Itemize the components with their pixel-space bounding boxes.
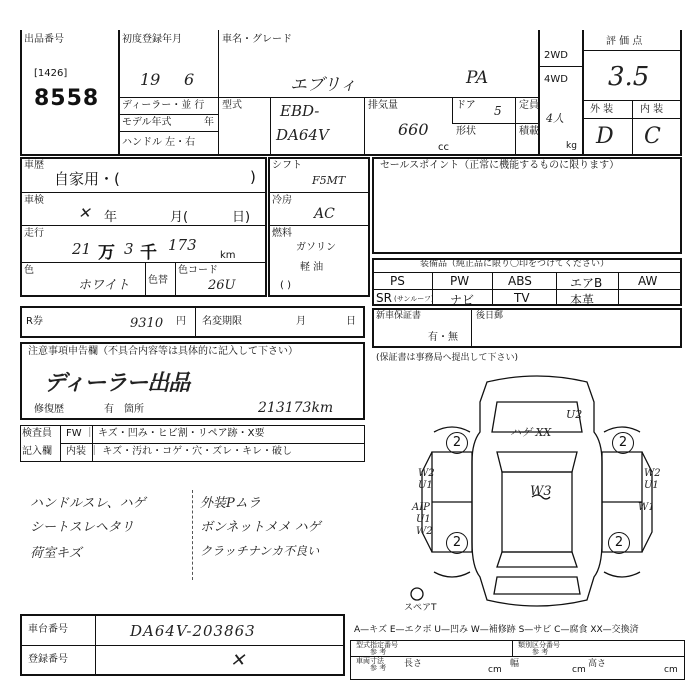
- dealer-label: ディーラー・並 行: [122, 100, 205, 111]
- fuel-light-oil: 軽 油: [300, 262, 324, 273]
- mileage-label: 走行: [24, 228, 44, 239]
- entry-label: 記入欄: [22, 446, 52, 457]
- note-right-2: ボンネットメメ ハゲ: [200, 520, 321, 535]
- repair-unit: 箇所: [124, 404, 144, 415]
- lot-label: 出品番号: [24, 34, 64, 45]
- inspection-month: 月(: [170, 210, 189, 225]
- grade-score: 3.5: [608, 62, 650, 92]
- door-label: ドア: [456, 100, 476, 111]
- recycle-label: R券: [26, 316, 43, 327]
- warranty-has: 有・無: [428, 332, 458, 343]
- equip-tv: TV: [514, 291, 530, 305]
- history-value: 自家用・(: [54, 170, 120, 188]
- fuel-label: 燃料: [272, 228, 292, 239]
- reg-deadline-day: 日: [346, 316, 356, 327]
- notes-handwritten: ディーラー出品: [44, 370, 190, 396]
- ac-value: AC: [314, 206, 335, 222]
- lot-number: 8558: [34, 86, 100, 111]
- size-height: 高さ: [588, 659, 607, 669]
- capacity-label: 定員: [519, 100, 539, 111]
- diagram-left-2: AIP: [412, 502, 430, 513]
- equip-sr: SR: [376, 291, 392, 305]
- load-unit: kg: [566, 141, 577, 151]
- diagram-right-1b: U1: [644, 480, 659, 491]
- interior-value: C: [644, 124, 661, 149]
- diagram-marks-top: ハゲ XX: [510, 426, 552, 439]
- shape-label: 形状: [456, 126, 476, 137]
- inspector-row2: 内装 ｜ キズ・汚れ・コゲ・穴・ズレ・キレ・破し: [66, 446, 293, 457]
- drive-2wd: 2WD: [544, 50, 568, 61]
- color-code-value: 26U: [208, 278, 236, 293]
- damage-legend: A—キズ E—エクボ U—凹み W—補修跡 S—サビ C—腐食 XX—交換済: [354, 625, 639, 635]
- inspection-year: 年: [104, 210, 118, 225]
- repair-value: 有: [104, 404, 114, 415]
- size-label-b: 参 考: [370, 664, 387, 672]
- door-value: 5: [494, 104, 502, 118]
- reg-deadline-label: 名変期限: [202, 316, 242, 327]
- spare-label: スペアT: [404, 603, 437, 613]
- model-year-unit: 年: [204, 117, 214, 128]
- damage-circle-rear-right: 2: [608, 532, 630, 554]
- diagram-left-2b: U1: [416, 514, 431, 525]
- size-label: 車両寸法: [356, 657, 384, 665]
- note-right-3: クラッチナンカ不良い: [200, 544, 320, 558]
- type-label: 型式: [222, 100, 242, 111]
- equip-sr-sub: (サンルーフ): [394, 295, 434, 303]
- reg-number-mark: ✕: [230, 650, 246, 671]
- mileage-value-1: 21: [72, 240, 92, 258]
- mileage-value-3: 173: [168, 236, 197, 254]
- load-label: 積載: [519, 126, 539, 137]
- recycle-box: [20, 306, 365, 338]
- capacity-value: 4人: [546, 112, 564, 125]
- inspector-row1: FW ｜ キズ・凹み・ヒビ割・リペア跡・X要: [66, 428, 265, 439]
- first-reg-month: 6: [184, 70, 195, 89]
- mileage-unit-2: 千: [140, 243, 157, 263]
- equip-ps: PS: [390, 274, 405, 288]
- diagram-left-1b: U1: [418, 480, 433, 491]
- inspection-day: 日): [232, 210, 251, 225]
- warranty-label: 新車保証書: [376, 311, 422, 321]
- fuel-paren: ( ): [280, 280, 291, 291]
- shift-value: F5MT: [312, 174, 346, 187]
- diagram-left-1: W2: [418, 468, 435, 479]
- grade-label: 評 価 点: [606, 36, 643, 47]
- repair-label: 修復歴: [34, 404, 64, 415]
- handle-label: ハンドル 左・右: [122, 137, 196, 148]
- lot-sub: [1426]: [34, 68, 68, 79]
- mileage-unit-1: 万: [98, 243, 115, 263]
- color-code-label: 色コード: [178, 265, 218, 276]
- recycle-unit: 円: [176, 316, 186, 327]
- displacement-value: 660: [398, 120, 429, 139]
- equip-aw: AW: [638, 274, 658, 288]
- interior-label: 内 装: [640, 104, 664, 115]
- damage-circle-front-left: 2: [446, 432, 468, 454]
- equip-airbag: エアB: [570, 276, 603, 290]
- diagram-right-2: W1: [638, 502, 655, 513]
- history-paren: ): [250, 168, 256, 186]
- color-change-label: 色替: [148, 275, 168, 286]
- equip-navi: ナビ: [450, 293, 475, 307]
- inspector-label: 検査員: [22, 428, 52, 439]
- inspection-value: ✕: [78, 204, 91, 222]
- mileage-unit-3: km: [220, 250, 236, 261]
- ac-label: 冷房: [272, 195, 292, 206]
- repair-mileage: 213173km: [258, 400, 334, 416]
- color-label: 色: [24, 265, 34, 276]
- notes-label: 注意事項申告欄（不具合内容等は具体的に記入して下さい）: [28, 346, 298, 357]
- equip-pw: PW: [450, 274, 470, 288]
- spec-label-1: 型式指定番号: [356, 641, 398, 649]
- size-cm1: cm: [488, 665, 502, 675]
- type-value-1: EBD-: [280, 102, 320, 120]
- note-right-1: 外装Pムラ: [200, 496, 261, 511]
- reg-number-label: 登録番号: [28, 654, 68, 665]
- fuel-gasoline: ガソリン: [296, 242, 336, 253]
- equipment-label: 装備品（純正品に限り〇印をつけてください）: [420, 259, 610, 269]
- recycle-value: 9310: [130, 316, 164, 331]
- drive-4wd: 4WD: [544, 74, 568, 85]
- reg-deadline-month: 月: [296, 316, 306, 327]
- spec-label-1b: 参 考: [370, 648, 387, 656]
- note-left-1: ハンドルスレ、ハゲ: [30, 496, 146, 511]
- car-name-value: エブリィ: [290, 75, 357, 95]
- warranty-back-label: 後日郵: [476, 311, 504, 321]
- note-left-3: 荷室キズ: [30, 546, 82, 561]
- size-width: 幅: [510, 659, 520, 669]
- damage-circle-rear-left: 2: [446, 532, 468, 554]
- diagram-left-2c: W2: [416, 526, 433, 537]
- mileage-value-2: 3: [124, 240, 134, 258]
- equip-abs: ABS: [508, 274, 532, 288]
- diagram-mark-u2: U2: [566, 408, 583, 421]
- sales-points-label: セールスポイント（正常に機能するものに限ります）: [380, 160, 620, 171]
- size-cm2: cm: [572, 665, 586, 675]
- spec-label-2: 類別区分番号: [518, 641, 560, 649]
- shift-label: シフト: [272, 160, 302, 171]
- first-reg-year: 19: [140, 70, 161, 89]
- spec-label-2b: 参 考: [532, 648, 549, 656]
- size-cm3: cm: [664, 665, 678, 675]
- type-value-2: DA64V: [276, 126, 329, 144]
- equip-leather: 本革: [570, 293, 595, 307]
- chassis-label: 車台番号: [28, 624, 68, 635]
- model-year-label: モデル年式: [122, 117, 172, 128]
- grade-value: PA: [466, 68, 489, 88]
- diagram-mark-center: W3: [530, 484, 552, 499]
- damage-circle-front-right: 2: [612, 432, 634, 454]
- exterior-value: D: [596, 124, 614, 149]
- first-reg-label: 初度登録年月: [122, 34, 182, 45]
- note-left-2: シートスレヘタリ: [30, 520, 134, 535]
- car-name-label: 車名・グレード: [222, 34, 292, 45]
- chassis-value: DA64V-203863: [130, 622, 256, 640]
- history-label: 車歴: [24, 160, 44, 171]
- warranty-note: (保証書は事務局へ提出して下さい): [376, 353, 519, 363]
- diagram-right-1: W2: [644, 468, 661, 479]
- sales-points-box: [372, 157, 682, 254]
- displacement-unit: cc: [438, 142, 449, 153]
- size-long: 長さ: [404, 659, 423, 669]
- color-value: ホワイト: [78, 278, 130, 293]
- displacement-label: 排気量: [368, 100, 398, 111]
- exterior-label: 外 装: [590, 104, 614, 115]
- inspection-label: 車検: [24, 195, 44, 206]
